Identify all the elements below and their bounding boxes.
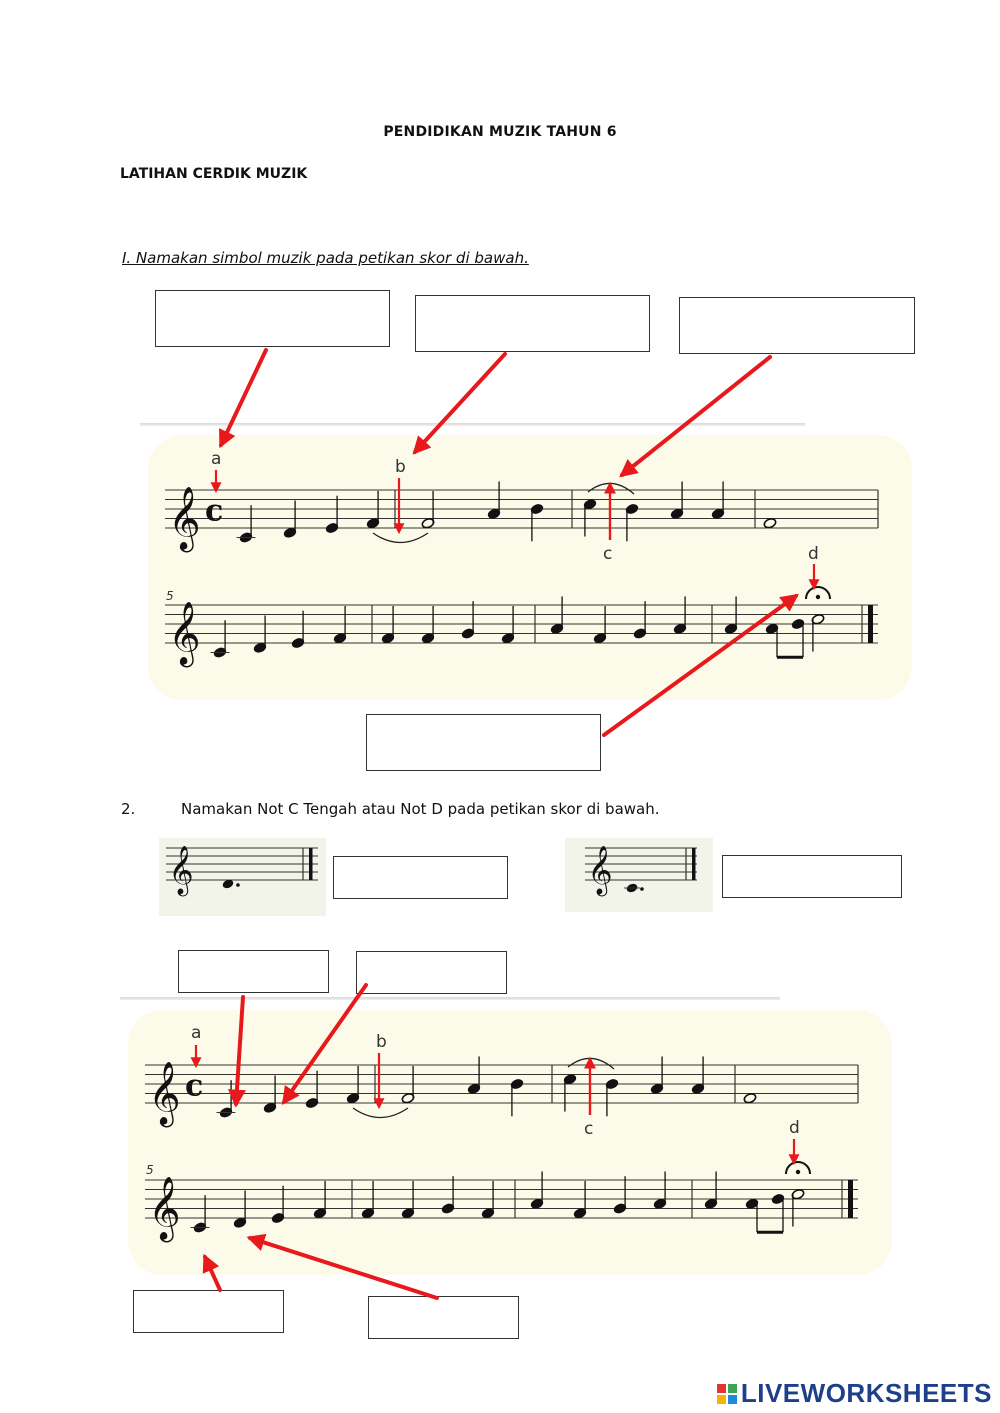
final-bar-line [848, 1180, 853, 1218]
note-dot [640, 887, 644, 891]
fermata-dot [816, 595, 820, 599]
marker-a-label: a [211, 449, 222, 469]
arrow-to-c [622, 357, 770, 475]
note-head [743, 1092, 757, 1104]
liveworksheets-logo [717, 1378, 992, 1409]
arrow-to-note-1 [236, 997, 243, 1104]
treble-clef-icon: 𝄞 [148, 1175, 181, 1240]
final-bar-line [309, 848, 313, 880]
treble-clef-icon: 𝄞 [587, 845, 613, 896]
page-title: PENDIDIKAN MUZIK TAHUN 6 [383, 124, 617, 140]
marker-b-label-2: b [376, 1032, 387, 1052]
treble-clef-icon: 𝄞 [148, 1060, 181, 1125]
bar-number-label-2: 5 [146, 1163, 154, 1177]
brand-name: LIVEWORKSHEETS [740, 1378, 992, 1408]
bar-number-label: 5 [166, 589, 174, 603]
marker-d-label-2: d [789, 1118, 800, 1138]
marker-d-label: d [808, 544, 819, 564]
treble-clef-icon: 𝄞 [168, 600, 201, 665]
final-bar-line [868, 605, 873, 643]
common-time-icon: c [185, 1068, 204, 1104]
treble-clef-icon: 𝄞 [168, 485, 201, 550]
note-dot [236, 883, 240, 887]
question-2-number: 2. [121, 800, 136, 818]
logo-icon [717, 1384, 737, 1404]
question-2-text: Namakan Not C Tengah atau Not D pada petikan skor di bawah. [181, 800, 660, 818]
marker-a-label-2: a [191, 1023, 202, 1043]
question-1-text: I. Namakan simbol muzik pada petikan skor di bawah. [122, 249, 529, 267]
marker-c-label: c [603, 544, 613, 564]
arrow-to-a [221, 350, 266, 445]
tie-slur [353, 1108, 408, 1118]
note-head [763, 517, 777, 529]
marker-b-label: b [395, 457, 406, 477]
common-time-icon: c [205, 493, 224, 529]
arrow-to-note-3 [205, 1257, 220, 1290]
final-bar-line [692, 848, 696, 880]
treble-clef-icon: 𝄞 [168, 845, 194, 896]
page-subtitle: LATIHAN CERDIK MUZIK [120, 166, 308, 182]
arrow-to-note-4 [250, 1238, 437, 1298]
note-head [222, 879, 234, 889]
fermata-dot [796, 1170, 800, 1174]
arrow-to-b [415, 354, 505, 452]
arrow-to-d [604, 596, 796, 735]
tie-slur [373, 533, 428, 543]
marker-c-label-2: c [584, 1119, 594, 1139]
